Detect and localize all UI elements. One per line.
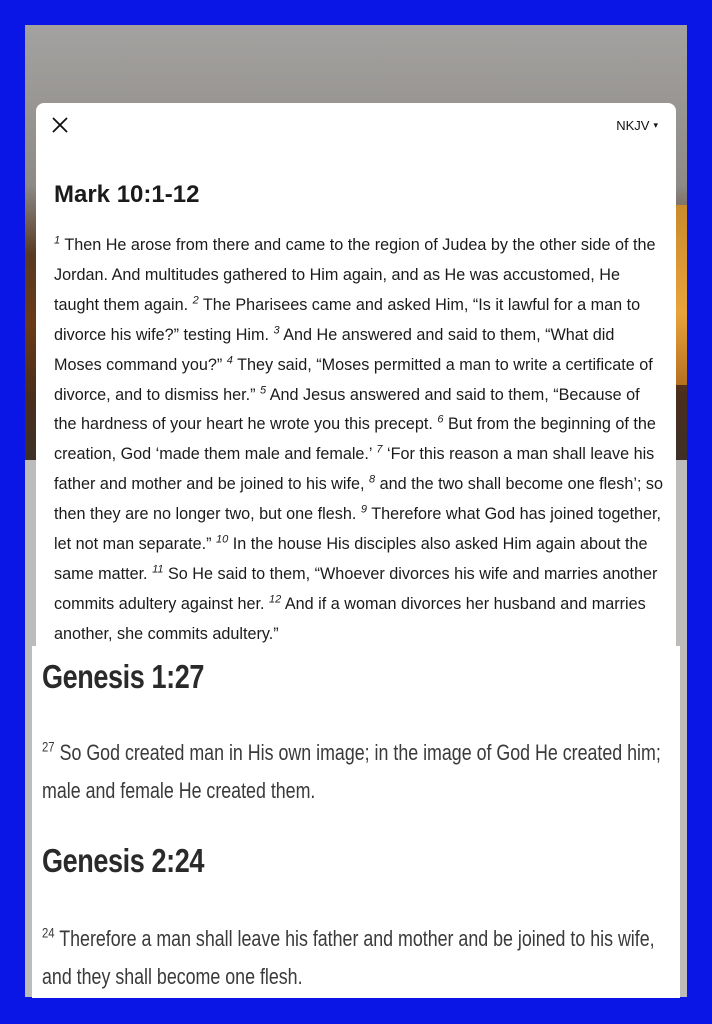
- verse-text: Then He arose from there and came to the region of Judea by the other side of the Jordan. And multitudes gathered to Him again, and as He was accustomed, He taught them again.: [54, 236, 656, 314]
- verse-number: 24: [42, 924, 55, 941]
- verse-number: 7: [376, 443, 383, 456]
- verse-text: They said, “Moses permitted a man to write a certificate of divorce, and to dismiss her.”: [54, 355, 653, 404]
- verse-number: 12: [269, 593, 282, 606]
- genesis-2-24-text: [42, 920, 680, 996]
- passage-modal: [36, 103, 676, 663]
- verse-text: So He said to them, “Whoever divorces his wife and marries another commits adultery against her.: [54, 564, 658, 613]
- verse-number: 5: [260, 384, 267, 397]
- genesis-1-27-title: Genesis 1:27: [42, 658, 205, 695]
- verse-number: 1: [54, 234, 61, 247]
- verse-number: 4: [226, 354, 233, 367]
- verse-number: 11: [152, 563, 164, 576]
- verse-text: Therefore what God has joined together, let not man separate.”: [54, 505, 661, 554]
- genesis-2-24-title: Genesis 2:24: [42, 842, 205, 879]
- verse-text: In the house His disciples also asked Him again about the same matter.: [54, 535, 648, 583]
- passage-text: [54, 231, 664, 650]
- verse-number: 27: [42, 738, 55, 755]
- version-label: NKJV: [616, 118, 650, 133]
- verse-text: The Pharisees came and asked Him, “Is it lawful for a man to divorce his wife?” testing Him.: [54, 295, 641, 344]
- verse-text: And He answered and said to them, “What did Moses command you?”: [54, 325, 615, 374]
- reference-overlay: [32, 646, 680, 998]
- passage-title: Mark 10:1-12: [54, 181, 200, 208]
- verse-number: 8: [368, 473, 376, 486]
- verse-text: So God created man in His own image; in the image of God He created him; male and female He created them.: [42, 740, 661, 803]
- caret-down-icon: ▾: [653, 120, 658, 130]
- verse-number: 2: [192, 294, 199, 307]
- close-button[interactable]: [50, 115, 70, 135]
- verse-text: And Jesus answered and said to them, “Because of the hardness of your heart he wrote you this precept.: [54, 385, 640, 434]
- verse-number: 3: [273, 324, 280, 337]
- verse-text: and the two shall become one flesh’; so then they are no longer two, but one flesh.: [54, 475, 664, 524]
- close-icon: [50, 115, 70, 135]
- genesis-1-27-text: [42, 734, 680, 810]
- version-selector[interactable]: [616, 118, 658, 133]
- verse-number: 9: [360, 503, 367, 516]
- verse-number: 6: [437, 414, 444, 427]
- verse-text: Therefore a man shall leave his father and mother and be joined to his wife, and they shall become one flesh.: [42, 926, 655, 989]
- verse-text: ‘For this reason a man shall leave his father and mother and be joined to his wife,: [54, 445, 655, 494]
- verse-number: 10: [215, 533, 229, 546]
- verse-text: And if a woman divorces her husband and marries another, she commits adultery.”: [54, 594, 646, 643]
- verse-text: But from the beginning of the creation, God ‘made them male and female.’: [54, 415, 656, 464]
